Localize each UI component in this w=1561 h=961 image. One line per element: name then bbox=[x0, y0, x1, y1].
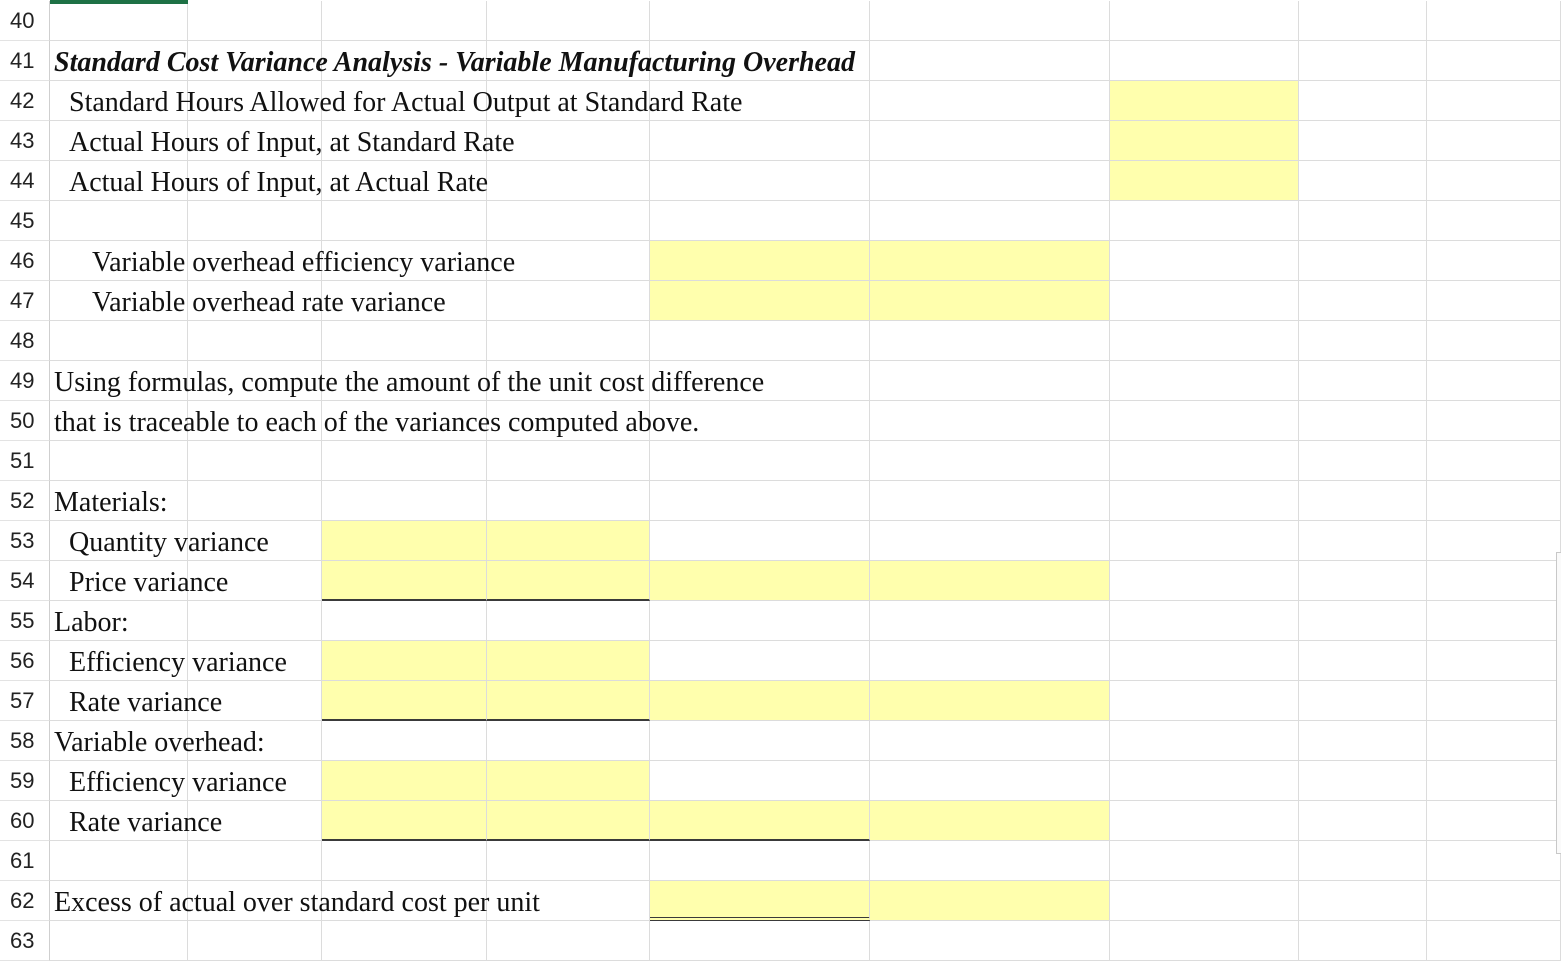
grid-cell[interactable] bbox=[1427, 881, 1561, 921]
input-cell[interactable] bbox=[650, 681, 870, 721]
grid-cell[interactable] bbox=[870, 921, 1110, 961]
grid-cell[interactable] bbox=[188, 841, 322, 881]
grid-cell[interactable] bbox=[1427, 361, 1561, 401]
grid-cell[interactable] bbox=[870, 41, 1110, 81]
label-labor: Labor: bbox=[54, 607, 129, 638]
grid-cell[interactable] bbox=[50, 201, 188, 241]
row-header[interactable]: 42 bbox=[0, 81, 50, 121]
grid-cell[interactable] bbox=[870, 161, 1110, 201]
input-cell[interactable] bbox=[1110, 161, 1299, 201]
instruction-line-2: that is traceable to each of the variances computed above. bbox=[54, 407, 700, 438]
grid-cell[interactable] bbox=[487, 921, 650, 961]
row-header[interactable]: 62 bbox=[0, 881, 50, 921]
input-cell[interactable] bbox=[1110, 81, 1299, 121]
grid-cell[interactable] bbox=[1299, 1, 1427, 41]
input-cell[interactable] bbox=[650, 561, 870, 601]
grid-cell[interactable] bbox=[870, 641, 1110, 681]
row-header[interactable]: 47 bbox=[0, 281, 50, 321]
grid-cell[interactable] bbox=[1299, 921, 1427, 961]
input-cell[interactable] bbox=[650, 881, 870, 921]
input-cell[interactable] bbox=[322, 521, 487, 561]
grid-cell[interactable] bbox=[1427, 681, 1561, 721]
grid-cell[interactable] bbox=[1110, 41, 1299, 81]
grid-cell[interactable] bbox=[1110, 761, 1299, 801]
grid-cell[interactable] bbox=[50, 1, 188, 41]
row-header[interactable]: 43 bbox=[0, 121, 50, 161]
grid-cell[interactable] bbox=[870, 841, 1110, 881]
grid-cell[interactable] bbox=[650, 321, 870, 361]
grid-cell[interactable] bbox=[1110, 681, 1299, 721]
grid-cell[interactable] bbox=[650, 921, 870, 961]
grid-cell[interactable] bbox=[487, 721, 650, 761]
grid-cell[interactable] bbox=[1110, 281, 1299, 321]
grid-cell[interactable] bbox=[870, 201, 1110, 241]
grid-cell[interactable] bbox=[870, 481, 1110, 521]
input-cell[interactable] bbox=[870, 281, 1110, 321]
row-header[interactable]: 54 bbox=[0, 561, 50, 601]
grid-cell[interactable] bbox=[1110, 721, 1299, 761]
grid-cell[interactable] bbox=[188, 1, 322, 41]
grid-cell[interactable] bbox=[1299, 321, 1427, 361]
label-excess-cost-per-unit: Excess of actual over standard cost per unit bbox=[54, 887, 540, 918]
grid-cell[interactable] bbox=[1110, 241, 1299, 281]
input-cell[interactable] bbox=[322, 801, 487, 841]
grid-cell[interactable] bbox=[50, 441, 188, 481]
label-std-hours-allowed: Standard Hours Allowed for Actual Output at Standard Rate bbox=[69, 87, 743, 118]
grid-cell[interactable] bbox=[1299, 881, 1427, 921]
row-header[interactable]: 56 bbox=[0, 641, 50, 681]
grid-cell[interactable] bbox=[870, 81, 1110, 121]
row-header[interactable]: 55 bbox=[0, 601, 50, 641]
row-header[interactable]: 58 bbox=[0, 721, 50, 761]
grid-cell[interactable] bbox=[1110, 1, 1299, 41]
grid-cell[interactable] bbox=[650, 721, 870, 761]
input-cell[interactable] bbox=[487, 681, 650, 721]
row-header[interactable]: 60 bbox=[0, 801, 50, 841]
grid-cell[interactable] bbox=[1427, 401, 1561, 441]
grid-cell[interactable] bbox=[1299, 681, 1427, 721]
grid-cell[interactable] bbox=[487, 841, 650, 881]
grid-cell[interactable] bbox=[1110, 921, 1299, 961]
row-header[interactable]: 57 bbox=[0, 681, 50, 721]
grid-cell[interactable] bbox=[650, 441, 870, 481]
grid-cell[interactable] bbox=[1110, 401, 1299, 441]
input-cell[interactable] bbox=[322, 561, 487, 601]
input-cell[interactable] bbox=[650, 801, 870, 841]
grid-cell[interactable] bbox=[322, 841, 487, 881]
grid-cell[interactable] bbox=[650, 841, 870, 881]
grid-cell[interactable] bbox=[188, 321, 322, 361]
grid-cell[interactable] bbox=[487, 321, 650, 361]
grid-cell[interactable] bbox=[1427, 281, 1561, 321]
label-materials-price-variance: Price variance bbox=[69, 567, 229, 598]
input-cell[interactable] bbox=[322, 641, 487, 681]
input-cell[interactable] bbox=[870, 241, 1110, 281]
grid-cell[interactable] bbox=[1427, 521, 1561, 561]
input-cell[interactable] bbox=[322, 761, 487, 801]
grid-cell[interactable] bbox=[487, 1, 650, 41]
grid-cell[interactable] bbox=[650, 161, 870, 201]
input-cell[interactable] bbox=[870, 681, 1110, 721]
grid-cell[interactable] bbox=[188, 441, 322, 481]
grid-cell[interactable] bbox=[1110, 361, 1299, 401]
grid-cell[interactable] bbox=[50, 321, 188, 361]
label-vo-efficiency-variance: Variable overhead efficiency variance bbox=[92, 247, 516, 278]
grid-cell[interactable] bbox=[188, 481, 322, 521]
grid-cell[interactable] bbox=[1299, 201, 1427, 241]
input-cell[interactable] bbox=[870, 801, 1110, 841]
grid-cell[interactable] bbox=[1427, 241, 1561, 281]
grid-cell[interactable] bbox=[188, 921, 322, 961]
grid-cell[interactable] bbox=[322, 441, 487, 481]
row-header[interactable]: 50 bbox=[0, 401, 50, 441]
section-title: Standard Cost Variance Analysis - Variable Manufacturing Overhead bbox=[54, 47, 855, 78]
grid-cell[interactable] bbox=[1110, 321, 1299, 361]
grid-cell[interactable] bbox=[1299, 641, 1427, 681]
grid-cell[interactable] bbox=[322, 321, 487, 361]
label-vo-rate-variance: Variable overhead rate variance bbox=[92, 287, 446, 318]
grid-cell[interactable] bbox=[1299, 161, 1427, 201]
grid-cell[interactable] bbox=[322, 481, 487, 521]
grid-cell[interactable] bbox=[1427, 321, 1561, 361]
row-header[interactable]: 49 bbox=[0, 361, 50, 401]
grid-cell[interactable] bbox=[1427, 921, 1561, 961]
input-cell[interactable] bbox=[650, 281, 870, 321]
grid-cell[interactable] bbox=[1427, 201, 1561, 241]
grid-cell[interactable] bbox=[1299, 801, 1427, 841]
grid-cell[interactable] bbox=[1427, 41, 1561, 81]
grid-cell[interactable] bbox=[1427, 641, 1561, 681]
grid-cell[interactable] bbox=[1299, 41, 1427, 81]
grid-cell[interactable] bbox=[650, 521, 870, 561]
grid-cell[interactable] bbox=[1110, 521, 1299, 561]
grid-cell[interactable] bbox=[1427, 121, 1561, 161]
grid-cell[interactable] bbox=[1299, 521, 1427, 561]
grid-cell[interactable] bbox=[870, 321, 1110, 361]
grid-cell[interactable] bbox=[1427, 481, 1561, 521]
input-cell[interactable] bbox=[1110, 121, 1299, 161]
grid-cell[interactable] bbox=[870, 401, 1110, 441]
grid-cell[interactable] bbox=[1299, 561, 1427, 601]
label-variable-overhead: Variable overhead: bbox=[54, 727, 265, 758]
row-header[interactable]: 52 bbox=[0, 481, 50, 521]
grid-cell[interactable] bbox=[1299, 281, 1427, 321]
row-header[interactable]: 46 bbox=[0, 241, 50, 281]
row-header[interactable]: 48 bbox=[0, 321, 50, 361]
grid-cell[interactable] bbox=[1427, 761, 1561, 801]
grid-cell[interactable] bbox=[487, 601, 650, 641]
grid-cell[interactable] bbox=[188, 201, 322, 241]
grid-cell[interactable] bbox=[1299, 81, 1427, 121]
grid-cell[interactable] bbox=[1427, 561, 1561, 601]
grid-cell[interactable] bbox=[322, 201, 487, 241]
grid-cell[interactable] bbox=[1299, 841, 1427, 881]
instruction-line-1: Using formulas, compute the amount of the unit cost difference bbox=[54, 367, 765, 398]
grid-cell[interactable] bbox=[50, 841, 188, 881]
grid-cell[interactable] bbox=[650, 201, 870, 241]
grid-cell[interactable] bbox=[650, 761, 870, 801]
label-labor-efficiency-variance: Efficiency variance bbox=[69, 647, 287, 678]
grid-cell[interactable] bbox=[870, 761, 1110, 801]
grid-cell[interactable] bbox=[1427, 161, 1561, 201]
active-cell-selection bbox=[50, 0, 188, 4]
grid-cell[interactable] bbox=[322, 601, 487, 641]
grid-cell[interactable] bbox=[1427, 81, 1561, 121]
row-header[interactable]: 59 bbox=[0, 761, 50, 801]
grid-cell[interactable] bbox=[1299, 441, 1427, 481]
grid-cell[interactable] bbox=[870, 521, 1110, 561]
grid-cell[interactable] bbox=[1299, 601, 1427, 641]
grid-cell[interactable] bbox=[1299, 481, 1427, 521]
row-header[interactable]: 40 bbox=[0, 1, 50, 41]
input-cell[interactable] bbox=[487, 801, 650, 841]
grid-cell[interactable] bbox=[870, 361, 1110, 401]
grid-cell[interactable] bbox=[1427, 441, 1561, 481]
grid-cell[interactable] bbox=[1427, 721, 1561, 761]
grid-cell[interactable] bbox=[322, 1, 487, 41]
grid-cell[interactable] bbox=[322, 921, 487, 961]
grid-cell[interactable] bbox=[188, 601, 322, 641]
grid-cell[interactable] bbox=[322, 721, 487, 761]
grid-cell[interactable] bbox=[650, 481, 870, 521]
label-labor-rate-variance: Rate variance bbox=[69, 687, 223, 718]
grid-cell[interactable] bbox=[650, 121, 870, 161]
grid-cell[interactable] bbox=[1427, 801, 1561, 841]
grid-cell[interactable] bbox=[1299, 361, 1427, 401]
grid-cell[interactable] bbox=[1299, 721, 1427, 761]
grid-cell[interactable] bbox=[1110, 841, 1299, 881]
row-header[interactable]: 45 bbox=[0, 201, 50, 241]
label-actual-hours-actual-rate: Actual Hours of Input, at Actual Rate bbox=[69, 167, 489, 198]
grid-cell[interactable] bbox=[1110, 601, 1299, 641]
row-header[interactable]: 53 bbox=[0, 521, 50, 561]
row-header[interactable]: 63 bbox=[0, 921, 50, 961]
label-vo-rate-variance-short: Rate variance bbox=[69, 807, 223, 838]
grid-cell[interactable] bbox=[870, 1, 1110, 41]
grid-cell[interactable] bbox=[487, 441, 650, 481]
grid-cell[interactable] bbox=[1299, 121, 1427, 161]
label-materials: Materials: bbox=[54, 487, 168, 518]
vertical-scrollbar[interactable] bbox=[1556, 552, 1561, 854]
grid-cell[interactable] bbox=[1427, 1, 1561, 41]
input-cell[interactable] bbox=[322, 681, 487, 721]
grid-cell[interactable] bbox=[1299, 241, 1427, 281]
label-vo-efficiency-variance-short: Efficiency variance bbox=[69, 767, 287, 798]
grid-cell[interactable] bbox=[487, 161, 650, 201]
input-cell[interactable] bbox=[487, 761, 650, 801]
grid-cell[interactable] bbox=[1110, 201, 1299, 241]
grid-cell[interactable] bbox=[487, 281, 650, 321]
input-cell[interactable] bbox=[487, 521, 650, 561]
grid-cell[interactable] bbox=[1110, 641, 1299, 681]
grid-cell[interactable] bbox=[650, 1, 870, 41]
grid-cell[interactable] bbox=[1110, 881, 1299, 921]
input-cell[interactable] bbox=[650, 241, 870, 281]
grid-cell[interactable] bbox=[1110, 441, 1299, 481]
input-cell[interactable] bbox=[487, 641, 650, 681]
grid-cell[interactable] bbox=[487, 201, 650, 241]
row-header[interactable]: 41 bbox=[0, 41, 50, 81]
row-header[interactable]: 51 bbox=[0, 441, 50, 481]
grid-cell[interactable] bbox=[1110, 481, 1299, 521]
input-cell[interactable] bbox=[870, 561, 1110, 601]
grid-cell[interactable] bbox=[1427, 601, 1561, 641]
grid-cell[interactable] bbox=[1110, 801, 1299, 841]
input-cell[interactable] bbox=[487, 561, 650, 601]
label-materials-quantity-variance: Quantity variance bbox=[69, 527, 269, 558]
grid-cell[interactable] bbox=[1427, 841, 1561, 881]
grid-cell[interactable] bbox=[487, 481, 650, 521]
label-actual-hours-std-rate: Actual Hours of Input, at Standard Rate bbox=[69, 127, 515, 158]
grid-cell[interactable] bbox=[1110, 561, 1299, 601]
row-header[interactable]: 61 bbox=[0, 841, 50, 881]
grid-cell[interactable] bbox=[870, 441, 1110, 481]
grid-cell[interactable] bbox=[870, 601, 1110, 641]
grid-cell[interactable] bbox=[650, 601, 870, 641]
grid-cell[interactable] bbox=[50, 921, 188, 961]
grid-cell[interactable] bbox=[870, 721, 1110, 761]
input-cell[interactable] bbox=[870, 881, 1110, 921]
grid-cell[interactable] bbox=[1299, 401, 1427, 441]
row-header[interactable]: 44 bbox=[0, 161, 50, 201]
grid-cell[interactable] bbox=[1299, 761, 1427, 801]
grid-cell[interactable] bbox=[870, 121, 1110, 161]
grid-cell[interactable] bbox=[650, 641, 870, 681]
